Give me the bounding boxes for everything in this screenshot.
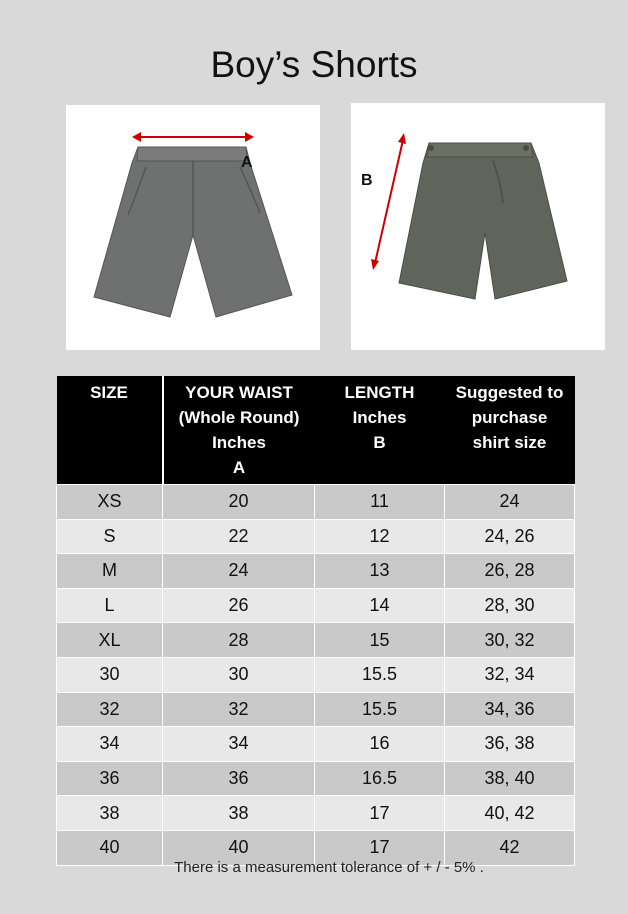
marker-a: A [241, 154, 253, 171]
cell-waist: 26 [163, 588, 315, 623]
table-row [57, 657, 575, 692]
cell-waist: 22 [163, 519, 315, 554]
cell-shirt-size: 38, 40 [445, 761, 575, 796]
marker-b: B [361, 172, 373, 189]
cell-shirt-size: 28, 30 [445, 588, 575, 623]
cell-shirt-size: 24 [445, 485, 575, 520]
table-header-row [57, 376, 575, 485]
shorts-front-photo [66, 105, 320, 350]
cell-waist: 28 [163, 623, 315, 658]
table-row [57, 796, 575, 831]
cell-length: 15.5 [315, 657, 445, 692]
cell-waist: 20 [163, 485, 315, 520]
shorts-side-photo [351, 103, 605, 350]
cell-size: XL [57, 623, 163, 658]
header-waist: YOUR WAIST (Whole Round) Inches A [163, 376, 315, 485]
cell-size: 30 [57, 657, 163, 692]
header-size: SIZE [57, 376, 163, 485]
cell-shirt-size: 30, 32 [445, 623, 575, 658]
table-row [57, 519, 575, 554]
cell-waist: 36 [163, 761, 315, 796]
table-row [57, 554, 575, 589]
table-row [57, 727, 575, 762]
cell-size: M [57, 554, 163, 589]
cell-shirt-size: 40, 42 [445, 796, 575, 831]
cell-length: 15 [315, 623, 445, 658]
cell-length: 16.5 [315, 761, 445, 796]
size-table [56, 376, 575, 866]
tolerance-note: There is a measurement tolerance of + / - 5% . [174, 859, 484, 876]
cell-size: 34 [57, 727, 163, 762]
cell-length: 17 [315, 830, 445, 865]
cell-size: 36 [57, 761, 163, 796]
cell-waist: 34 [163, 727, 315, 762]
cell-length: 17 [315, 796, 445, 831]
cell-shirt-size: 36, 38 [445, 727, 575, 762]
cell-length: 16 [315, 727, 445, 762]
cell-waist: 24 [163, 554, 315, 589]
cell-size: 40 [57, 830, 163, 865]
table-row [57, 588, 575, 623]
header-length: LENGTH Inches B [315, 376, 445, 485]
cell-size: L [57, 588, 163, 623]
table-row [57, 485, 575, 520]
cell-size: 38 [57, 796, 163, 831]
cell-length: 14 [315, 588, 445, 623]
cell-shirt-size: 26, 28 [445, 554, 575, 589]
cell-size: XS [57, 485, 163, 520]
cell-size: S [57, 519, 163, 554]
cell-shirt-size: 32, 34 [445, 657, 575, 692]
header-shirt-size: Suggested to purchase shirt size [445, 376, 575, 485]
cell-length: 15.5 [315, 692, 445, 727]
cell-size: 32 [57, 692, 163, 727]
table-row [57, 692, 575, 727]
cell-waist: 40 [163, 830, 315, 865]
cell-shirt-size: 42 [445, 830, 575, 865]
cell-length: 12 [315, 519, 445, 554]
cell-waist: 30 [163, 657, 315, 692]
cell-shirt-size: 24, 26 [445, 519, 575, 554]
cell-waist: 38 [163, 796, 315, 831]
cell-length: 11 [315, 485, 445, 520]
cell-waist: 32 [163, 692, 315, 727]
page-title: Boy’s Shorts [210, 44, 418, 85]
table-row [57, 623, 575, 658]
cell-shirt-size: 34, 36 [445, 692, 575, 727]
table-row [57, 761, 575, 796]
cell-length: 13 [315, 554, 445, 589]
